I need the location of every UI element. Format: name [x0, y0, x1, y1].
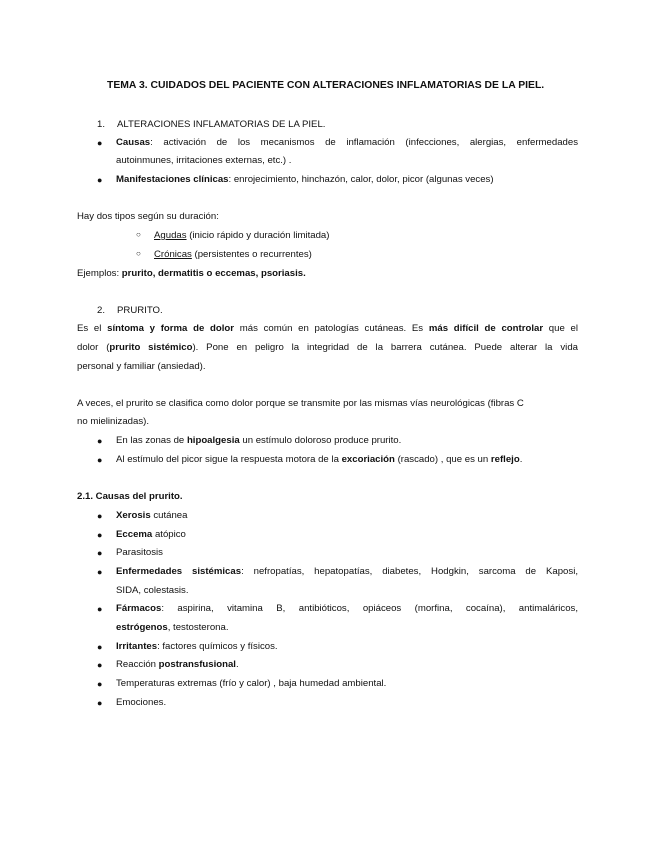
bullet-icon: ●: [97, 436, 103, 446]
bullet-icon: ●: [97, 548, 103, 558]
bold-span: estrógenos: [116, 622, 168, 633]
text-span: , testosterona.: [167, 622, 229, 633]
prurito-para-1-line-3: personal y familiar (ansiedad).: [77, 361, 206, 372]
sistemicas-item-line-1: [116, 566, 578, 577]
bullet-icon: ●: [97, 642, 103, 652]
text-span: (rascado) , que es un: [394, 454, 491, 465]
bullet-icon: ●: [97, 679, 103, 689]
section-2-heading: PRURITO.: [117, 305, 163, 316]
bullet-icon: ●: [97, 175, 103, 185]
bold-span: hipoalgesia: [186, 435, 240, 446]
bold-span: Irritantes: [116, 641, 158, 652]
text-span: atópico: [152, 529, 186, 540]
ejemplos-text: prurito, dermatitis o eccemas, psoriasis.: [121, 268, 306, 279]
manifestaciones-label: Manifestaciones clínicas: [116, 174, 229, 185]
bold-span: síntoma y forma de dolor: [107, 323, 235, 334]
section-1-heading: ALTERACIONES INFLAMATORIAS DE LA PIEL.: [117, 119, 326, 130]
cronicas-line: [154, 249, 312, 260]
prurito-para-1-line-1: [77, 323, 578, 334]
page-title: TEMA 3. CUIDADOS DEL PACIENTE CON ALTERACIONES INFLAMATORIAS DE LA PIEL.: [107, 80, 545, 91]
text-span: Al estímulo del picor sigue la respuesta motora de la: [116, 454, 342, 465]
bold-span: Enfermedades sistémicas: [116, 566, 242, 577]
farmacos-item-line-2: [116, 622, 229, 633]
section-2-number: 2.: [97, 305, 106, 316]
bold-span: prurito sistémico: [109, 342, 193, 353]
cronicas-label: Crónicas: [154, 249, 192, 260]
prurito-para-2-line-2: no mielinizadas).: [77, 416, 149, 427]
bullet-icon: ●: [97, 567, 103, 577]
xerosis-item: [116, 510, 187, 521]
ejemplos-line: [77, 268, 306, 279]
text-span: ). Pone en peligro la integridad de la barrera cutánea. Puede alterar la vida: [192, 342, 578, 353]
temperaturas-item: Temperaturas extremas (frío y calor) , baja humedad ambiental.: [116, 678, 387, 689]
bold-span: más difícil de controlar: [428, 323, 544, 334]
eccema-item: [116, 529, 186, 540]
emociones-item: Emociones.: [116, 697, 167, 708]
text-span: más común en patologías cutáneas. Es: [234, 323, 429, 334]
prurito-para-1-line-2: [77, 342, 578, 353]
manifestaciones-text: : enrojecimiento, hinchazón, calor, dolor, picor (algunas veces): [228, 174, 494, 185]
text-span: dolor (: [77, 342, 110, 353]
irritantes-item: [116, 641, 278, 652]
section-2-1-heading: 2.1. Causas del prurito.: [77, 491, 183, 502]
agudas-label: Agudas: [154, 230, 187, 241]
tipos-intro: Hay dos tipos según su duración:: [77, 211, 219, 222]
causas-text: : activación de los mecanismos de inflamación (infecciones, alergias, enfermedades: [150, 137, 578, 148]
bullet-icon: ●: [97, 455, 103, 465]
text-span: : factores químicos y físicos.: [157, 641, 278, 652]
farmacos-item-line-1: [116, 603, 578, 614]
circle-bullet-icon: ○: [136, 249, 141, 258]
text-span: cutánea: [150, 510, 188, 521]
ejemplos-label: Ejemplos:: [77, 268, 122, 279]
agudas-text: (inicio rápido y duración limitada): [186, 230, 330, 241]
text-span: un estímulo doloroso produce prurito.: [239, 435, 402, 446]
bullet-icon: ●: [97, 698, 103, 708]
section-1-number: 1.: [97, 119, 106, 130]
text-span: : aspirina, vitamina B, antibióticos, opiáceos (morfina, cocaína), antimaláricos,: [161, 603, 578, 614]
hipoalgesia-line: [116, 435, 401, 446]
text-span: : nefropatías, hepatopatías, diabetes, Hodgkin, sarcoma de Kaposi,: [241, 566, 578, 577]
causas-label: Causas: [116, 137, 151, 148]
agudas-line: [154, 230, 329, 241]
text-span: Reacción: [116, 659, 159, 670]
bold-span: Xerosis: [116, 510, 151, 521]
text-span: que el: [543, 323, 579, 334]
bold-span: Eccema: [116, 529, 153, 540]
sistemicas-item-line-2: SIDA, colestasis.: [116, 585, 189, 596]
excoriacion-line: [116, 454, 522, 465]
text-span: .: [519, 454, 523, 465]
bullet-icon: ●: [97, 530, 103, 540]
bullet-icon: ●: [97, 604, 103, 614]
bullet-icon: ●: [97, 138, 103, 148]
causas-line-2: autoinmunes, irritaciones externas, etc.) .: [116, 155, 292, 166]
bold-span: excoriación: [341, 454, 395, 465]
text-span: .: [235, 659, 239, 670]
text-span: Es el: [77, 323, 108, 334]
bullet-icon: ●: [97, 511, 103, 521]
prurito-para-2-line-1: A veces, el prurito se clasifica como dolor porque se transmite por las mismas vías neurológicas (fibras C: [77, 398, 524, 409]
parasitosis-item: Parasitosis: [116, 547, 163, 558]
causas-line-1: [116, 137, 578, 148]
circle-bullet-icon: ○: [136, 230, 141, 239]
manifestaciones-line: [116, 174, 494, 185]
reaccion-item: [116, 659, 239, 670]
text-span: En las zonas de: [116, 435, 187, 446]
bold-span: postransfusional: [158, 659, 236, 670]
bullet-icon: ●: [97, 660, 103, 670]
cronicas-text: (persistentes o recurrentes): [191, 249, 312, 260]
bold-span: Fármacos: [116, 603, 162, 614]
bold-span: reflejo: [490, 454, 520, 465]
